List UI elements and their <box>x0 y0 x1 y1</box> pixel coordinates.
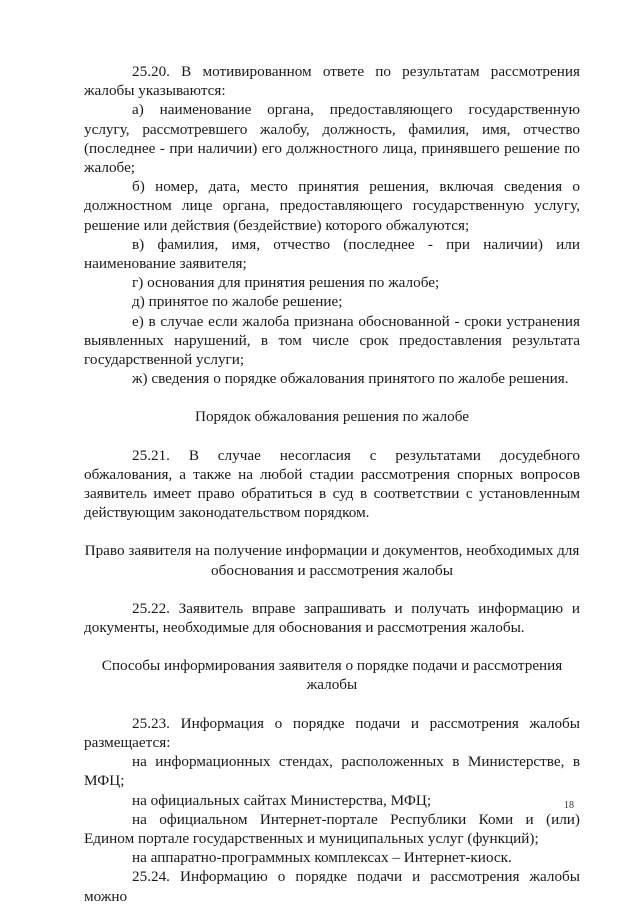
list-item-zh: ж) сведения о порядке обжалования принятого по жалобе решения. <box>132 370 569 388</box>
list-item-b: б) номер, дата, место принятия решения, включая сведения о должностном лице органа, предоставляющего государственную услугу, решение или действия (бездействие) которого обжалуются; <box>84 178 580 234</box>
section-heading-informing-methods: Способы информирования заявителя о порядке подачи и рассмотрения жалобы <box>101 657 563 694</box>
paragraph-25-23: 25.23. Информация о порядке подачи и рассмотрения жалобы размещается: <box>84 714 580 751</box>
paragraph-25-21: 25.21. В случае несогласия с результатами досудебного обжалования, а также на любой стадии рассмотрения спорных вопросов заявитель имеет право обратиться в суд в соответствии с установленным действующим законодательством порядком. <box>84 446 580 522</box>
section-heading-right-to-information: Право заявителя на получение информации и документов, необходимых для обоснования и рассмотрения жалобы <box>84 542 580 579</box>
list-item-stands: на информационных стендах, расположенных в Министерстве, в МФЦ; <box>84 753 580 790</box>
list-item-g: г) основания для принятия решения по жалобе; <box>132 274 440 292</box>
list-item-d: д) принятое по жалобе решение; <box>132 293 343 311</box>
list-item-portal: на официальном Интернет-портале Республики Коми и (или) Едином портале государственных и муниципальных услуг (функций); <box>84 810 580 847</box>
page-number: 18 <box>564 800 574 811</box>
document-body <box>84 62 580 906</box>
section-heading-appeal-procedure: Порядок обжалования решения по жалобе <box>194 408 469 426</box>
list-item-a: а) наименование органа, предоставляющего государственную услугу, рассмотревшего жалобу, должность, фамилия, имя, отчество (последнее - при наличии) его должностного лица, принявшего решение по жалобе; <box>84 101 580 177</box>
list-item-v: в) фамилия, имя, отчество (последнее - при наличии) или наименование заявителя; <box>84 235 580 273</box>
list-item-e: е) в случае если жалоба признана обоснованной - сроки устранения выявленных нарушений, в том числе срок предоставления результата государственной услуги; <box>84 312 580 369</box>
list-item-kiosk: на аппаратно-программных комплексах – Интернет-киоск. <box>132 849 512 867</box>
paragraph-25-22: 25.22. Заявитель вправе запрашивать и получать информацию и документы, необходимые для обоснования и рассмотрения жалобы. <box>84 599 580 637</box>
paragraph-25-20: 25.20. В мотивированном ответе по результатам рассмотрения жалобы указываются: <box>84 63 580 100</box>
list-item-websites: на официальных сайтах Министерства, МФЦ; <box>132 791 432 809</box>
paragraph-25-24: 25.24. Информацию о порядке подачи и рассмотрения жалобы можно <box>84 868 580 905</box>
